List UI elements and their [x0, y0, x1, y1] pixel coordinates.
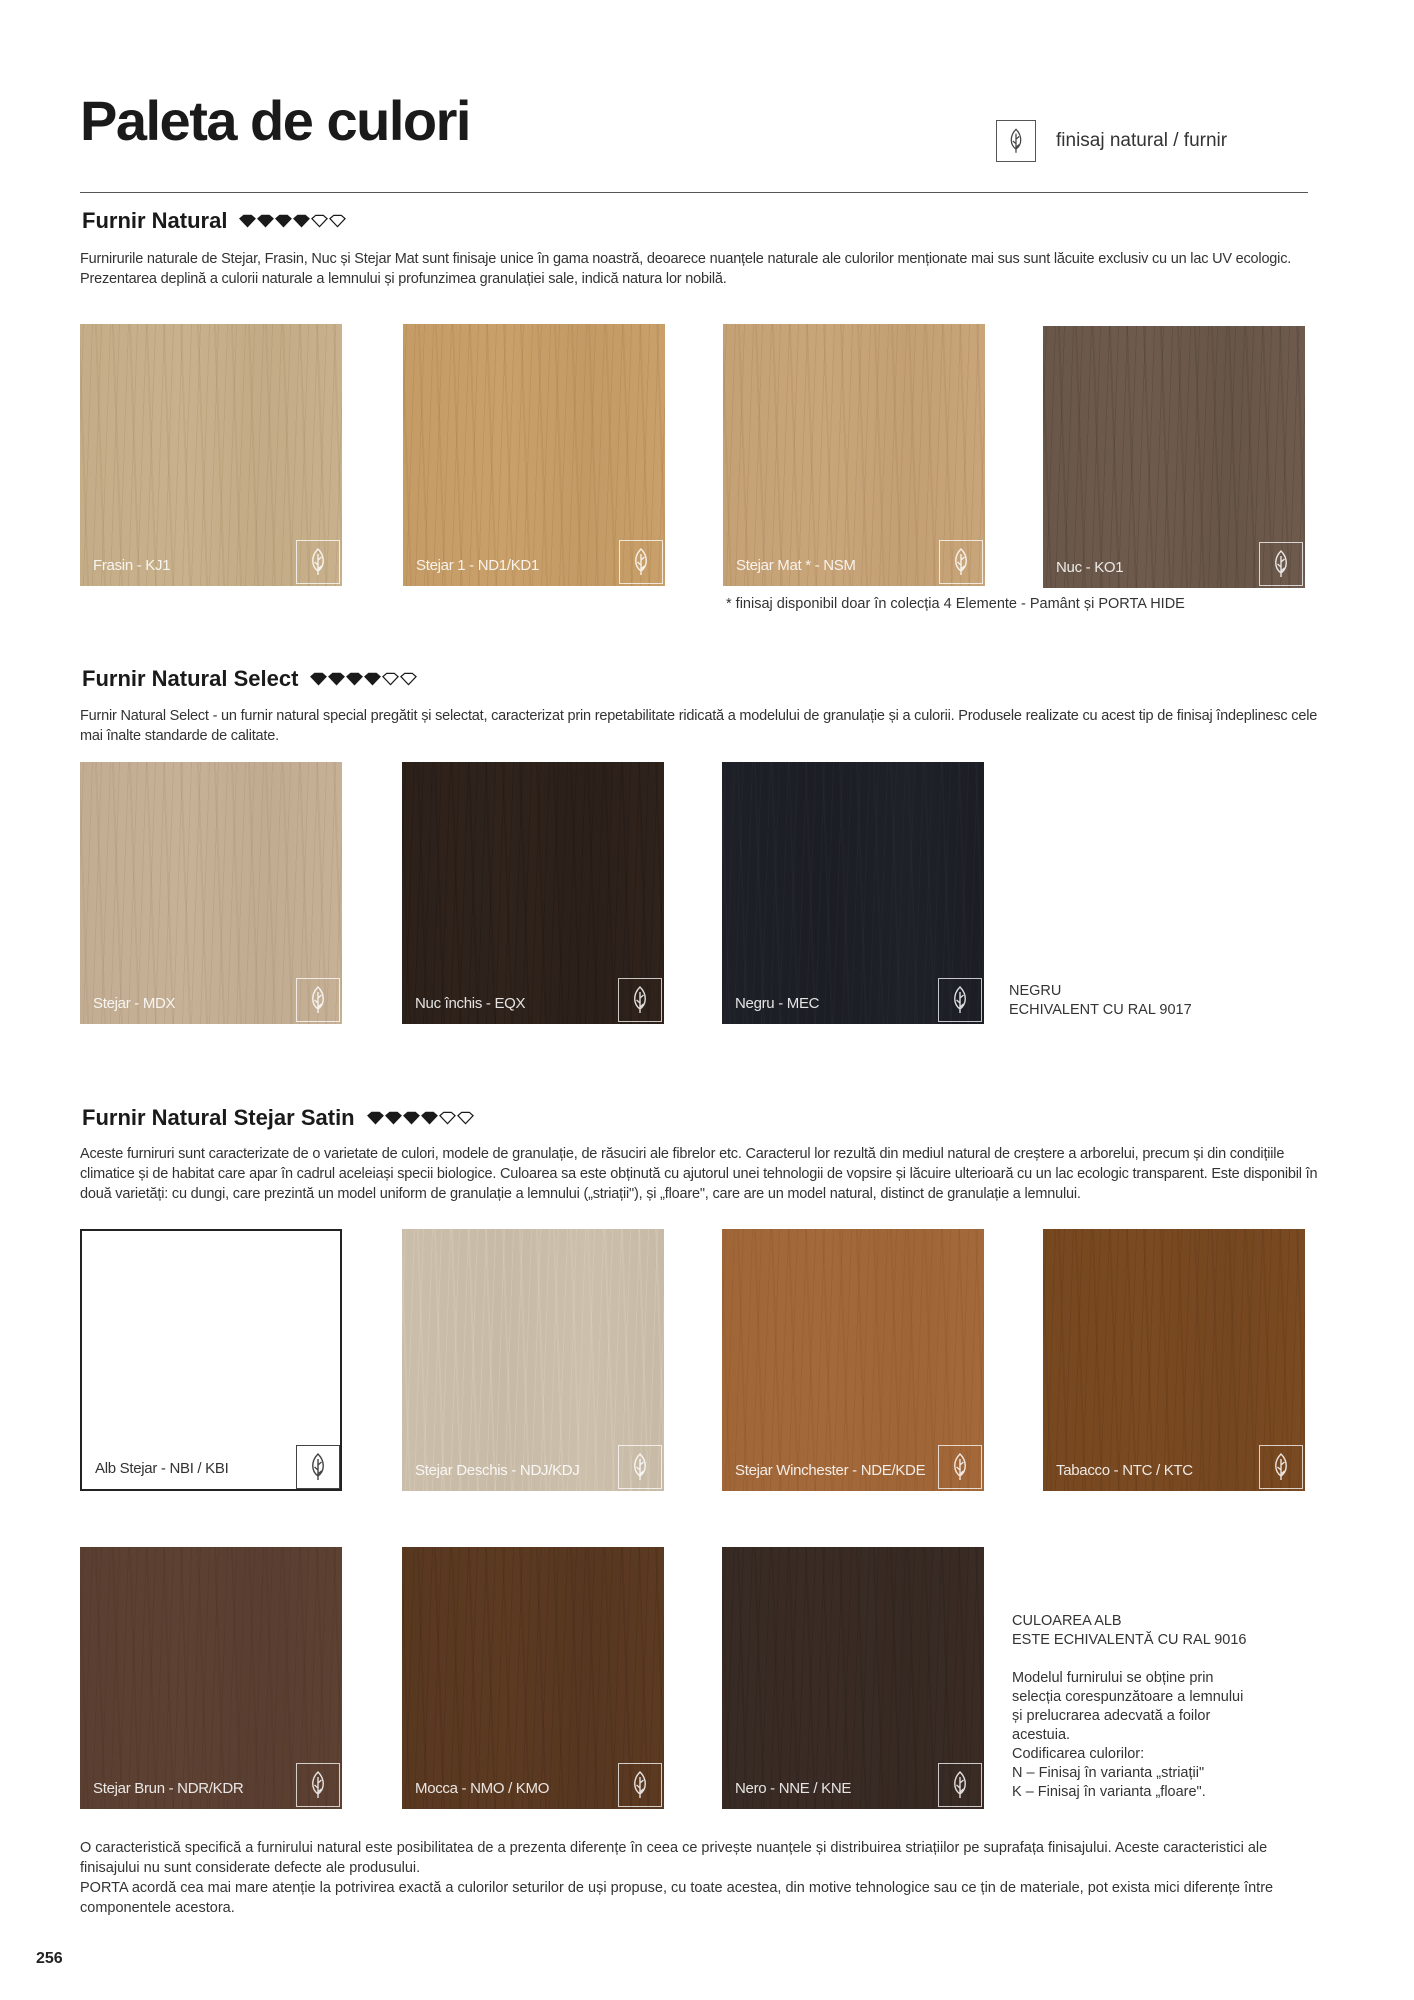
leaf-icon — [619, 540, 663, 584]
rating-icons — [239, 214, 346, 228]
section-title-furnir-natural-select — [82, 666, 417, 692]
leaf-icon — [296, 1445, 340, 1489]
swatch-label: Stejar Winchester - NDE/KDE — [735, 1462, 926, 1479]
swatch-label: Negru - MEC — [735, 995, 820, 1012]
bottom-note: PORTA acordă cea mai mare atenție la potrivirea exactă a culorilor seturilor de uși propuse, cu toate acestea, din motive tehnologice sau ce țin de materiale, pot exista mici diferențe între componentele acestora. — [80, 1880, 1274, 1916]
rating-icons — [367, 1111, 474, 1125]
section-title-text: Furnir Natural — [82, 208, 228, 233]
leaf-icon — [296, 540, 340, 584]
swatch-label: Stejar - MDX — [93, 995, 176, 1012]
swatch-nero — [722, 1547, 984, 1809]
swatch-alb-stejar — [80, 1229, 342, 1491]
page-number: 256 — [36, 1950, 63, 1967]
side-note-line: ESTE ECHIVALENTĂ CU RAL 9016 — [1012, 1632, 1247, 1648]
legend-label: finisaj natural / furnir — [1056, 130, 1228, 151]
leaf-icon — [296, 1763, 340, 1807]
swatch-stejar-mdx — [80, 762, 342, 1024]
swatch-tabacco — [1043, 1229, 1305, 1491]
leaf-icon — [938, 1763, 982, 1807]
section-description: Furnirurile naturale de Stejar, Frasin, Nuc și Stejar Mat sunt finisaje unice în gama noastră, deoarece nuanțele naturale ale culorilor menționate mai sus sunt lăcuite exclusiv cu un lac UV ecologic. Prezentarea deplină a culorii naturale a lemnului și profunzimea granulației sale, indică natura lor nobilă. — [80, 251, 1292, 287]
swatch-label: Nuc - KO1 — [1056, 559, 1124, 576]
swatch-mocca — [402, 1547, 664, 1809]
section-description: Furnir Natural Select - un furnir natural special pregătit și selectat, caracterizat prin repetabilitate ridicată a modelului de granulație și a culorii. Produsele realizate cu acest tip de finisaj îndeplinesc cele mai înalte standarde de calitate. — [80, 708, 1318, 744]
side-note-line: NEGRU — [1009, 983, 1062, 999]
swatch-label: Nero - NNE / KNE — [735, 1780, 852, 1797]
swatch-nuc — [1043, 326, 1305, 588]
swatch-label: Nuc închis - EQX — [415, 995, 526, 1012]
section-title-text: Furnir Natural Select — [82, 666, 299, 691]
swatch-nuc-inchis — [402, 762, 664, 1024]
footnote: * finisaj disponibil doar în colecția 4 Elemente - Pamânt și PORTA HIDE — [726, 596, 1185, 612]
leaf-icon — [1259, 542, 1303, 586]
side-note-alb — [1012, 1612, 1247, 1802]
leaf-icon — [618, 1763, 662, 1807]
side-note-line: Modelul furnirului se obține prin — [1012, 1670, 1214, 1686]
swatch-stejar-deschis — [402, 1229, 664, 1491]
leaf-icon — [1259, 1445, 1303, 1489]
legend — [996, 120, 1227, 162]
swatch-label: Stejar Mat * - NSM — [736, 557, 856, 574]
swatch-label: Mocca - NMO / KMO — [415, 1780, 550, 1797]
leaf-icon — [618, 978, 662, 1022]
section-title-text: Furnir Natural Stejar Satin — [82, 1105, 355, 1130]
side-note-line: ECHIVALENT CU RAL 9017 — [1009, 1002, 1192, 1018]
side-note-line: acestuia. — [1012, 1727, 1071, 1743]
swatch-label: Stejar Deschis - NDJ/KDJ — [415, 1462, 580, 1479]
side-note-line: și prelucrarea adecvată a foilor — [1012, 1708, 1211, 1724]
side-note-line: K – Finisaj în varianta „floare". — [1012, 1784, 1206, 1800]
rating-icons — [310, 672, 417, 686]
leaf-icon — [618, 1445, 662, 1489]
swatch-label: Stejar 1 - ND1/KD1 — [416, 557, 539, 574]
page-title: Paleta de culori — [80, 89, 470, 152]
swatch-stejar-brun — [80, 1547, 342, 1809]
swatch-label: Frasin - KJ1 — [93, 557, 171, 574]
leaf-icon — [938, 1445, 982, 1489]
bottom-note: O caracteristică specifică a furnirului natural este posibilitatea de a prezenta diferențe în ceea ce privește nuanțele și distribuirea striațiilor pe suprafața finisajului. Aceste caracteristici ale finisajului nu sunt considerate defecte ale produsului. — [80, 1840, 1268, 1876]
side-note-line: CULOAREA ALB — [1012, 1613, 1122, 1629]
swatch-stejar-mat — [723, 324, 985, 586]
side-note-line: selecția corespunzătoare a lemnului — [1012, 1689, 1244, 1705]
leaf-icon — [939, 540, 983, 584]
leaf-icon — [296, 978, 340, 1022]
side-note-line — [1012, 1650, 1247, 1669]
swatch-stejar-winchester — [722, 1229, 984, 1491]
leaf-icon — [938, 978, 982, 1022]
section-description: Aceste furniruri sunt caracterizate de o varietate de culori, modele de granulație, de răsuciri ale fibrelor etc. Caracterul lor rezultă din mediul natural de creștere a arborelui, precum și din condițiile climatice și de habitat care apar în cadrul aceleiași specii biologice. Culoarea sa este obținută cu ajutorul unei tehnologii de vopsire și lăcuire ulterioară cu un lac ecologic transparent. Este disponibil în două varietăți: cu dungi, care prezintă un model uniform de granulație a lemnului („striații"), și „floare", care are un model natural, distinct de granulație a lemnului. — [80, 1146, 1318, 1202]
side-note-line: N – Finisaj în varianta „striații" — [1012, 1765, 1205, 1781]
swatch-negru — [722, 762, 984, 1024]
swatch-label: Alb Stejar - NBI / KBI — [95, 1460, 229, 1477]
swatch-label: Tabacco - NTC / KTC — [1056, 1462, 1193, 1479]
leaf-icon — [996, 120, 1036, 162]
swatch-stejar-1 — [403, 324, 665, 586]
header-divider — [80, 192, 1308, 193]
swatch-frasin — [80, 324, 342, 586]
section-title-furnir-natural-stejar-satin — [82, 1105, 474, 1131]
bottom-notes — [80, 1838, 1330, 1918]
side-note-negru — [1009, 982, 1192, 1020]
swatch-label: Stejar Brun - NDR/KDR — [93, 1780, 244, 1797]
side-note-line: Codificarea culorilor: — [1012, 1746, 1145, 1762]
section-title-furnir-natural — [82, 208, 346, 234]
